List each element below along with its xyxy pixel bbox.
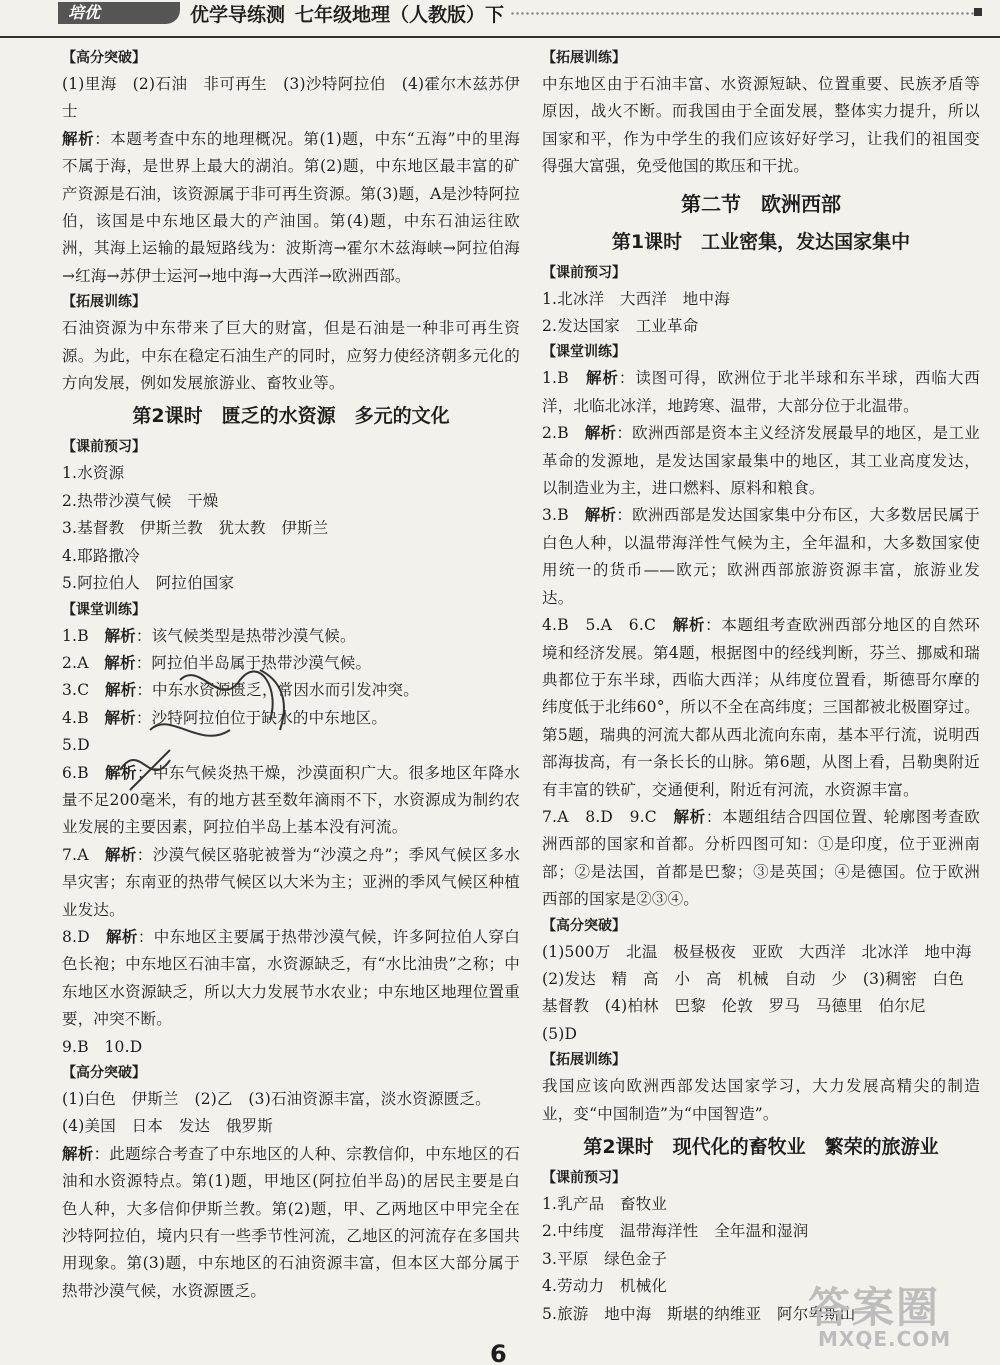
watermark-url: MXQE.COM — [818, 1327, 952, 1351]
section-tag: 【课前预习】 — [542, 1170, 626, 1186]
explanation-text: ：阿拉伯半岛属于热带沙漠气候。 — [135, 653, 372, 672]
answer-number: 4.B — [62, 708, 89, 727]
section-tag: 【课前预习】 — [62, 439, 146, 456]
lesson-title: 第2课时 现代化的畜牧业 繁荣的旅游业 — [583, 1136, 939, 1158]
section-tag: 【课前预习】 — [542, 264, 626, 281]
list-item: 2.热带沙漠气候 干燥 — [62, 491, 219, 510]
list-item — [542, 804, 980, 914]
answer-number: 1.B — [542, 369, 569, 388]
list-item — [542, 612, 980, 804]
preview-list — [62, 460, 520, 597]
explanation-text: ：中东水资源匮乏，常因水而引发冲突。 — [136, 681, 419, 700]
explanation-label: 解析 — [673, 807, 706, 826]
explanation-label: 解析 — [584, 506, 617, 525]
extension-text: 我国应该向欧洲西部发达国家学习，大力发展高精尖的制造业，变“中国制造”为“中国智造”。 — [542, 1077, 980, 1123]
explanation-label: 解析 — [104, 653, 136, 672]
answer-line: (4)美国 日本 发达 俄罗斯 — [62, 1117, 273, 1136]
list-item — [62, 924, 520, 1034]
list-item: 3.基督教 伊斯兰教 犹太教 伊斯兰 — [62, 519, 329, 538]
list-item — [542, 502, 980, 612]
explanation-label: 解析 — [106, 927, 138, 946]
header-corner-mark — [974, 8, 982, 16]
explanation-text: ：本题考查中东的地理概况。第(1)题，中东“五海”中的里海不属于海，是世界上最大的湖泊。第(2)题，中东地区最丰富的矿产资源是石油，该资源属于非可再生资源。第(3)题，A是沙特阿拉伯，该国是中东地区最大的产油国。第(4)题，中东石油运往欧洲，其海上运输的最短路线为：波斯湾→霍尔木兹海峡→阿拉伯海→红海→苏伊士运河→地中海→大西洋→欧洲西部。 — [62, 129, 520, 285]
list-item: 5.旅游 地中海 斯堪的纳维亚 阿尔卑斯山 — [542, 1304, 856, 1323]
section-tag: 【课堂训练】 — [62, 601, 146, 618]
extension-text: 石油资源为中东带来了巨大的财富，但是石油是一种非可再生资源。为此，中东在稳定石油生产的同时，应努力使经济朝多元化的方向发展，例如发展旅游业、畜牧业等。 — [62, 319, 520, 393]
section-tag: 【课堂训练】 — [542, 344, 626, 361]
answer-number: 2.A — [62, 653, 89, 672]
explanation-text: ：读图可得，欧洲位于北半球和东半球，西临大西洋，北临北冰洋，地跨寒、温带，大部分位于北温带。 — [542, 369, 981, 415]
explanation-text: ：欧洲西部是发达国家集中分布区，大多数居民属于白色人种，以温带海洋性气候为主，全年温和，大多数国家使用统一的货币——欧元；欧洲西部旅游资源丰富，旅游业发达。 — [542, 506, 980, 607]
extension-text: 中东地区由于石油丰富、水资源短缺、位置重要、民族矛盾等原因，战火不断。而我国由于全面发展，整体实力提升，所以国家和平，作为中学生的我们应该好好学习，让我们的祖国变得强大富强，免受他国的欺压和干扰。 — [542, 75, 980, 176]
explanation-label: 解析 — [104, 708, 136, 727]
explanation-text: ：欧洲西部是资本主义经济发展最早的地区，是工业革命的发源地，是发达国家最集中的地区，其工业高度发达，以制造业为主，进口燃料、原料和粮食。 — [542, 424, 980, 498]
explanation-text: ：该气候类型是热带沙漠气候。 — [135, 626, 356, 645]
page-number: 6 — [490, 1340, 507, 1365]
explanation-label: 解析 — [105, 763, 137, 782]
book-subtitle: 七年级地理（人教版）下 — [295, 4, 505, 26]
explanation-text: ：本题组考查欧洲西部分地区的自然环境和经济发展。第4题，根据图中的经线判断，芬兰、挪威和瑞典都位于东半球，西临大西洋；从纬度位置看，斯德哥尔摩的纬度低于北纬60°，所以不全在高纬度；三国都被北极圈穿过。第5题，瑞典的河流大都从西北流向东南，基本平行流，说明西部海拔高，有一条长长的山脉。第6题，从图上看，吕勒奥附近有丰富的铁矿，交通便利，附近有河流，水资源丰富。 — [542, 616, 981, 799]
section-tag: 【高分突破】 — [542, 917, 626, 934]
answer-number: 6.B — [62, 763, 89, 782]
explanation-label: 解析 — [104, 681, 137, 700]
explanation-label: 解析 — [584, 424, 617, 443]
answer-number: 1.B — [62, 626, 89, 645]
brand-logo: 培优 — [58, 2, 180, 24]
answer-line: 基督教 (4)柏林 巴黎 伦敦 罗马 马德里 伯尔尼 — [542, 997, 926, 1016]
right-column — [542, 46, 980, 1328]
explanation-text: ：中东气候炎热干燥，沙漠面积广大。很多地区年降水量不足200毫米，有的地方甚至数年滴雨不下，水资源成为制约农业发展的主要因素，阿拉伯半岛上基本没有河流。 — [62, 763, 521, 837]
answer-number: 9.B 10.D — [62, 1037, 143, 1056]
explanation-text: ：中东地区主要属于热带沙漠气候，许多阿拉伯人穿白色长袍；中东地区石油丰富，水资源缺乏，有“水比油贵”之称；中东地区水资源缺乏，所以大力发展节水农业；中东地区地理位置重要，冲突不断。 — [62, 927, 521, 1029]
book-series-title: 优学导练测 — [190, 4, 286, 26]
section-title: 第二节 欧洲西部 — [681, 191, 841, 216]
explanation-text: ：沙漠气候区骆驼被誉为“沙漠之舟”；季风气候区多水旱灾害；东南亚的热带气候区以大米为主；亚洲的季风气候区种植业发达。 — [62, 845, 520, 919]
answer-number: 5.D — [62, 736, 90, 755]
explanation-text: ：沙特阿拉伯位于缺水的中东地区。 — [135, 708, 388, 727]
explanation-label: 解析 — [672, 616, 706, 635]
answer-line: (1)里海 (2)石油 非可再生 (3)沙特阿拉伯 (4)霍尔木兹苏伊士 — [62, 75, 520, 121]
list-item: 5.阿拉伯人 阿拉伯国家 — [62, 574, 235, 593]
header-dotted-rule — [510, 11, 980, 17]
answer-number: 3.B — [542, 506, 569, 525]
list-item: 3.平原 绿色金子 — [542, 1249, 668, 1268]
list-item: 2.中纬度 温带海洋性 全年温和湿润 — [542, 1222, 809, 1241]
explanation — [62, 1141, 520, 1305]
answer-number: 7.A — [62, 845, 89, 864]
watermark-logo-text: 答案圈 — [808, 1283, 941, 1332]
list-item: 4.劳动力 机械化 — [542, 1277, 668, 1296]
explanation-label: 解析 — [62, 129, 95, 148]
section-tag: 【拓展训练】 — [62, 294, 146, 311]
list-item: 1.水资源 — [62, 464, 125, 483]
handwriting-scribble — [110, 650, 310, 800]
list-item — [62, 1034, 520, 1061]
list-item — [62, 842, 520, 924]
answer-number: 4.B 5.A 6.C — [542, 616, 657, 635]
explanation-label: 解析 — [104, 845, 137, 864]
section-tag: 【高分突破】 — [62, 1065, 146, 1081]
explanation-label: 解析 — [62, 1144, 94, 1163]
lesson-title: 第1课时 工业密集，发达国家集中 — [611, 230, 911, 253]
list-item: 1.北冰洋 大西洋 地中海 — [542, 289, 730, 308]
section-tag: 【拓展训练】 — [542, 50, 626, 66]
explanation-label: 解析 — [104, 626, 136, 645]
watermark — [808, 1275, 988, 1360]
explanation — [62, 126, 520, 290]
answer-line: (5)D — [542, 1024, 578, 1043]
answer-line: (1)500万 北温 极昼极夜 亚欧 大西洋 北冰洋 地中海 — [542, 942, 972, 961]
list-item — [542, 420, 980, 502]
answer-line: (1)白色 伊斯兰 (2)乙 (3)石油资源丰富，淡水资源匮乏。 — [62, 1090, 491, 1108]
explanation-label: 解析 — [585, 369, 619, 388]
list-item — [542, 365, 980, 420]
answer-number: 2.B — [542, 424, 569, 443]
answer-line: (2)发达 精 高 小 高 机械 自动 少 (3)稠密 白色 — [542, 969, 964, 988]
section-tag: 【高分突破】 — [62, 50, 146, 66]
answer-number: 8.D — [62, 927, 90, 946]
list-item: 4.耶路撒冷 — [62, 546, 140, 565]
lesson-title: 第2课时 匮乏的水资源 多元的文化 — [132, 405, 450, 428]
answer-number: 7.A 8.D 9.C — [542, 807, 657, 826]
page-header — [0, 0, 1000, 38]
answer-number: 3.C — [62, 681, 90, 700]
list-item — [62, 623, 520, 650]
list-item: 2.发达国家 工业革命 — [542, 317, 699, 336]
section-tag: 【拓展训练】 — [542, 1052, 626, 1069]
explanation-text: ：本题组结合四国位置、轮廓图考查欧洲西部的国家和首都。分析四图可知：①是印度，位于亚洲南部；②是法国，首都是巴黎；③是英国；④是德国。位于欧洲西部的国家是②③④。 — [542, 807, 981, 909]
explanation-text: ：此题综合考查了中东地区的人种、宗教信仰，中东地区的石油和水资源特点。第(1)题，甲地区(阿拉伯半岛)的居民主要是白色人种，大多信仰伊斯兰教。第(2)题，甲、乙两地区中甲完全在沙特阿拉伯，境内只有一些季节性河流，乙地区的河流存在多国共用现象。第(3)题，中东地区的石油资源丰富，但本区大部分属于热带沙漠气候，水资源匮乏。 — [62, 1144, 520, 1300]
list-item: 1.乳产品 畜牧业 — [542, 1195, 668, 1213]
